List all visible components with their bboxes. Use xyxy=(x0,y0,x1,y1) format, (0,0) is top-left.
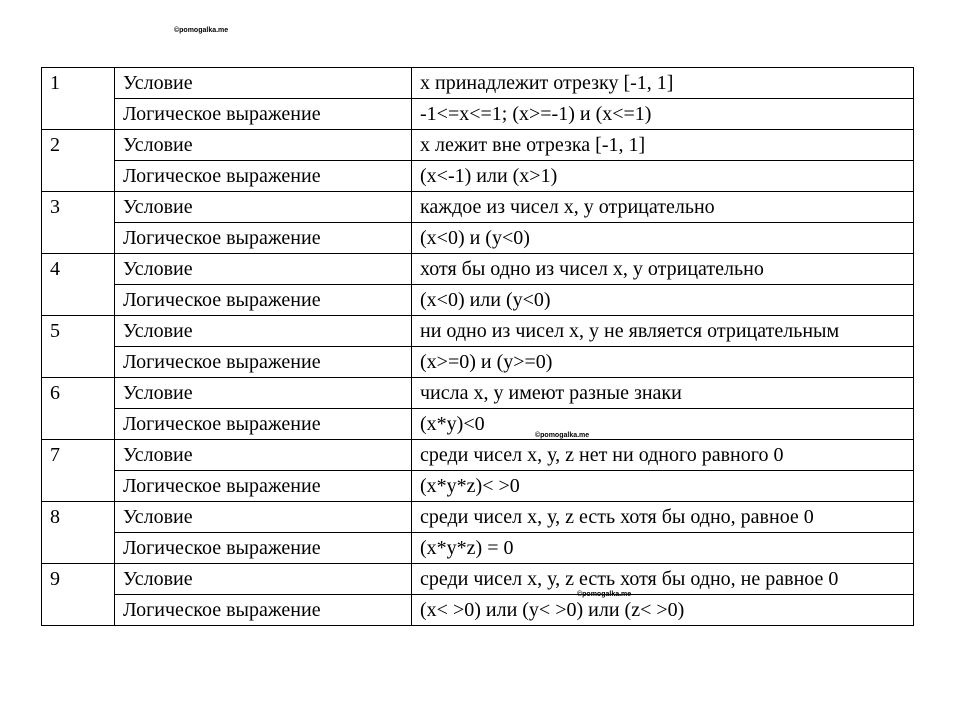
condition-label: Условие xyxy=(115,502,412,533)
empty-cell xyxy=(42,471,115,502)
expression-label: Логическое выражение xyxy=(115,409,412,440)
expression-text: (х*у)<0 xyxy=(412,409,914,440)
empty-cell xyxy=(42,285,115,316)
expression-label: Логическое выражение xyxy=(115,223,412,254)
table-row-expression xyxy=(42,347,914,378)
table-row-expression xyxy=(42,409,914,440)
condition-label: Условие xyxy=(115,378,412,409)
condition-label: Условие xyxy=(115,564,412,595)
expression-text: (х<0) и (у<0) xyxy=(412,223,914,254)
row-number: 4 xyxy=(42,254,115,285)
condition-label: Условие xyxy=(115,440,412,471)
row-number: 9 xyxy=(42,564,115,595)
condition-text: х принадлежит отрезку [-1, 1] xyxy=(412,68,914,99)
condition-label: Условие xyxy=(115,130,412,161)
table-row-expression xyxy=(42,595,914,626)
condition-text: среди чисел х, у, z нет ни одного равного 0 xyxy=(412,440,914,471)
table-row-condition xyxy=(42,316,914,347)
condition-text: каждое из чисел х, у отрицательно xyxy=(412,192,914,223)
empty-cell xyxy=(42,347,115,378)
watermark-text: ©pomogalka.me xyxy=(577,591,632,598)
empty-cell xyxy=(42,595,115,626)
table-row-condition xyxy=(42,564,914,595)
expression-text: (х*у*z)< >0 xyxy=(412,471,914,502)
condition-text: среди чисел х, у, z есть хотя бы одно, равное 0 xyxy=(412,502,914,533)
table-body xyxy=(42,68,914,626)
conditions-table xyxy=(41,67,914,626)
expression-label: Логическое выражение xyxy=(115,471,412,502)
condition-label: Условие xyxy=(115,254,412,285)
watermark-text: ©pomogalka.me xyxy=(535,432,590,439)
expression-label: Логическое выражение xyxy=(115,347,412,378)
row-number: 3 xyxy=(42,192,115,223)
empty-cell xyxy=(42,223,115,254)
expression-text: (х<-1) или (х>1) xyxy=(412,161,914,192)
row-number: 8 xyxy=(42,502,115,533)
table-row-expression xyxy=(42,471,914,502)
row-number: 7 xyxy=(42,440,115,471)
empty-cell xyxy=(42,409,115,440)
table-row-expression xyxy=(42,533,914,564)
empty-cell xyxy=(42,161,115,192)
table-row-expression xyxy=(42,161,914,192)
condition-text: х лежит вне отрезка [-1, 1] xyxy=(412,130,914,161)
expression-label: Логическое выражение xyxy=(115,533,412,564)
expression-text: (х*у*z) = 0 xyxy=(412,533,914,564)
table-row-expression xyxy=(42,285,914,316)
row-number: 5 xyxy=(42,316,115,347)
table-row-condition xyxy=(42,68,914,99)
table-row-condition xyxy=(42,440,914,471)
table-row-condition xyxy=(42,502,914,533)
expression-label: Логическое выражение xyxy=(115,595,412,626)
table-row-condition xyxy=(42,130,914,161)
table-row-expression xyxy=(42,223,914,254)
table-row-expression xyxy=(42,99,914,130)
condition-text: среди чисел х, у, z есть хотя бы одно, не равное 0 xyxy=(412,564,914,595)
empty-cell xyxy=(42,99,115,130)
condition-text: числа х, у имеют разные знаки xyxy=(412,378,914,409)
condition-label: Условие xyxy=(115,192,412,223)
expression-label: Логическое выражение xyxy=(115,285,412,316)
row-number: 6 xyxy=(42,378,115,409)
expression-text: (х<0) или (у<0) xyxy=(412,285,914,316)
table-row-condition xyxy=(42,254,914,285)
condition-label: Условие xyxy=(115,316,412,347)
expression-label: Логическое выражение xyxy=(115,161,412,192)
expression-text: (х>=0) и (у>=0) xyxy=(412,347,914,378)
expression-label: Логическое выражение xyxy=(115,99,412,130)
empty-cell xyxy=(42,533,115,564)
table-row-condition xyxy=(42,192,914,223)
watermark-text: ©pomogalka.me xyxy=(174,27,229,34)
row-number: 2 xyxy=(42,130,115,161)
condition-text: хотя бы одно из чисел х, у отрицательно xyxy=(412,254,914,285)
condition-text: ни одно из чисел х, у не является отрицательным xyxy=(412,316,914,347)
expression-text: (х< >0) или (у< >0) или (z< >0) xyxy=(412,595,914,626)
row-number: 1 xyxy=(42,68,115,99)
expression-text: -1<=х<=1; (х>=-1) и (х<=1) xyxy=(412,99,914,130)
table-row-condition xyxy=(42,378,914,409)
condition-label: Условие xyxy=(115,68,412,99)
